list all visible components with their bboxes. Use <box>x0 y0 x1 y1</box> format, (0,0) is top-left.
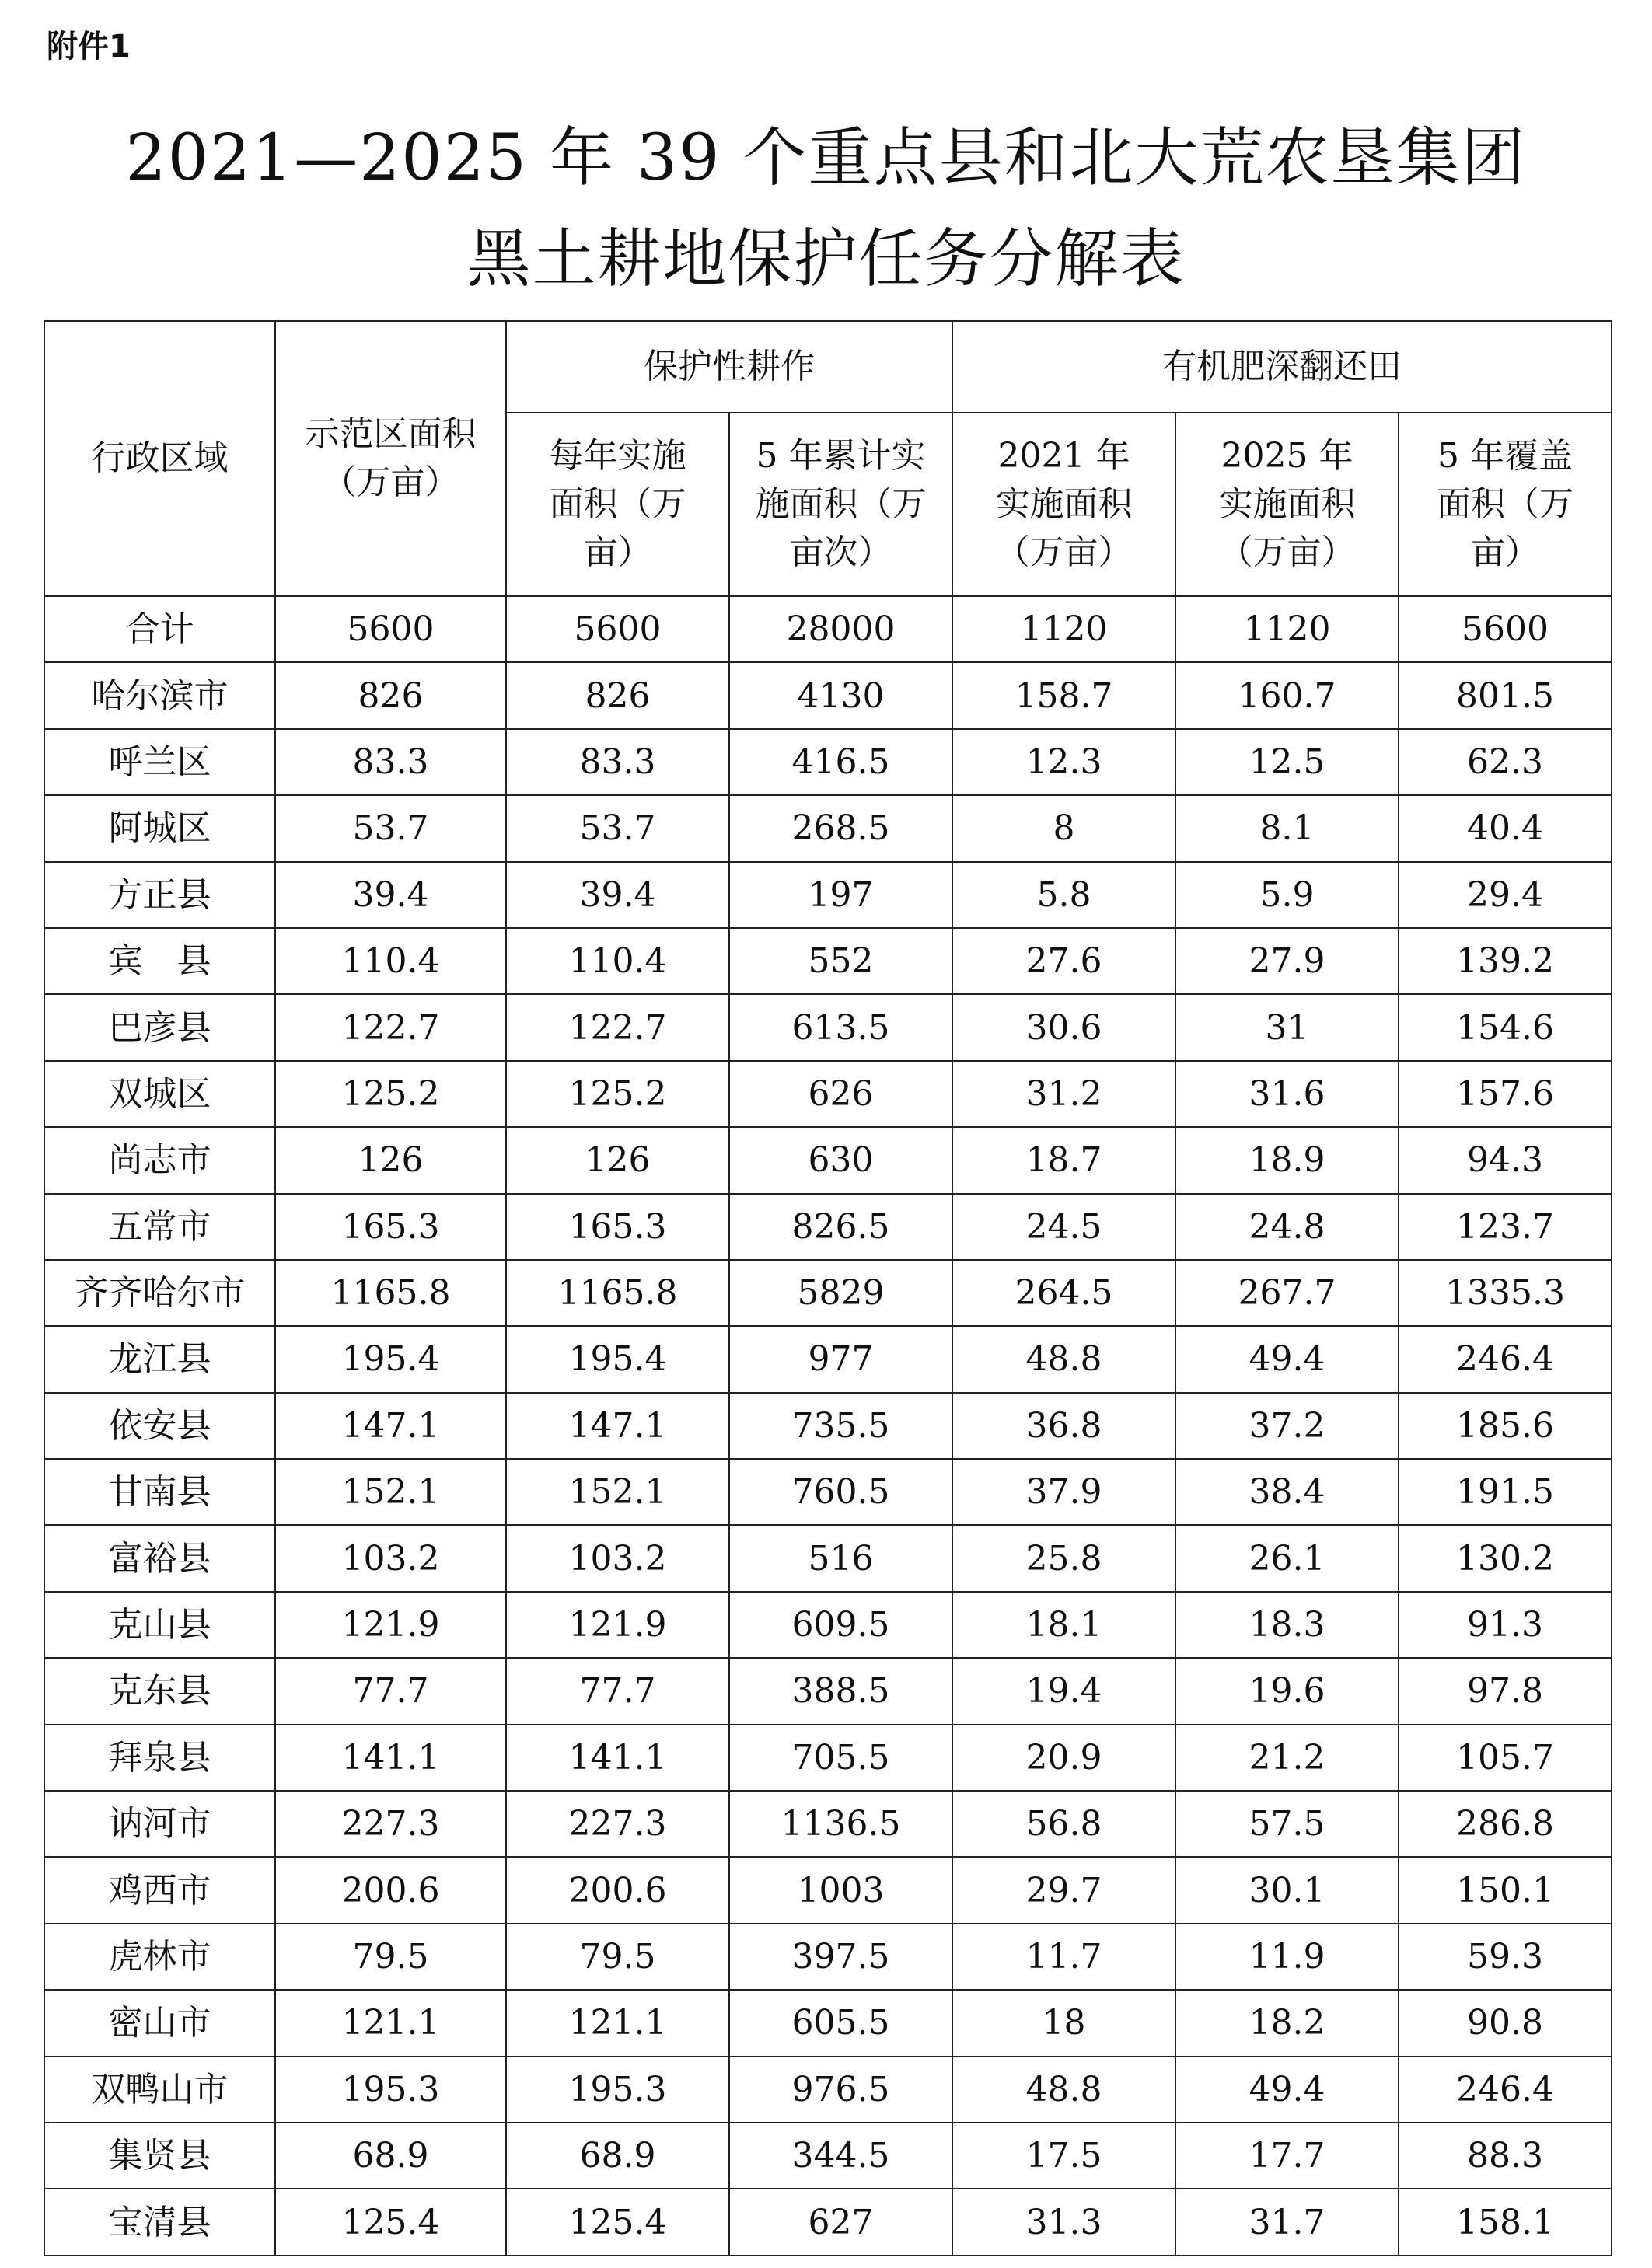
table-header-row-1 <box>44 321 1612 413</box>
cell-area-2021: 56.8 <box>952 1791 1175 1857</box>
cell-annual-area: 125.2 <box>506 1061 729 1127</box>
cell-demo-area: 68.9 <box>275 2123 506 2189</box>
cell-annual-area: 110.4 <box>506 928 729 994</box>
table-row <box>44 1924 1612 1990</box>
cell-five-year-cumulative: 630 <box>729 1127 952 1193</box>
cell-annual-area: 1165.8 <box>506 1260 729 1326</box>
table-row <box>44 1260 1612 1326</box>
header-group-conservation-tillage: 保护性耕作 <box>506 321 952 413</box>
cell-area-2021: 18 <box>952 1990 1175 2056</box>
cell-area-2021: 25.8 <box>952 1525 1175 1591</box>
cell-annual-area: 195.3 <box>506 2057 729 2123</box>
cell-demo-area: 53.7 <box>275 795 506 861</box>
cell-region: 巴彦县 <box>44 994 275 1060</box>
cell-area-2025: 18.9 <box>1175 1127 1399 1193</box>
table-row <box>44 1857 1612 1923</box>
cell-five-year-cumulative: 344.5 <box>729 2123 952 2189</box>
cell-region: 依安县 <box>44 1393 275 1459</box>
cell-region: 宝清县 <box>44 2189 275 2255</box>
cell-annual-area: 125.4 <box>506 2189 729 2255</box>
table-row <box>44 1592 1612 1658</box>
cell-demo-area: 110.4 <box>275 928 506 994</box>
cell-area-2025: 31.6 <box>1175 1061 1399 1127</box>
cell-area-2021: 12.3 <box>952 729 1175 795</box>
page-title-line-2: 黑土耕地保护任务分解表 <box>466 222 1186 296</box>
cell-five-year-cumulative: 613.5 <box>729 994 952 1060</box>
cell-demo-area: 141.1 <box>275 1725 506 1791</box>
cell-five-year-cumulative: 826.5 <box>729 1194 952 1260</box>
cell-five-year-coverage: 185.6 <box>1399 1393 1612 1459</box>
cell-annual-area: 200.6 <box>506 1857 729 1923</box>
cell-five-year-coverage: 246.4 <box>1399 2057 1612 2123</box>
cell-region: 阿城区 <box>44 795 275 861</box>
table-row <box>44 862 1612 928</box>
cell-area-2021: 30.6 <box>952 994 1175 1060</box>
cell-area-2021: 37.9 <box>952 1459 1175 1525</box>
cell-five-year-coverage: 90.8 <box>1399 1990 1612 2056</box>
cell-five-year-coverage: 801.5 <box>1399 662 1612 728</box>
cell-region: 呼兰区 <box>44 729 275 795</box>
header-five-year-cumulative: 5 年累计实施面积（万亩次） <box>729 413 952 596</box>
cell-area-2025: 12.5 <box>1175 729 1399 795</box>
cell-area-2021: 18.7 <box>952 1127 1175 1193</box>
table-row <box>44 729 1612 795</box>
cell-region: 龙江县 <box>44 1326 275 1392</box>
cell-five-year-coverage: 246.4 <box>1399 1326 1612 1392</box>
cell-area-2025: 8.1 <box>1175 795 1399 861</box>
cell-region: 双城区 <box>44 1061 275 1127</box>
cell-region: 甘南县 <box>44 1459 275 1525</box>
cell-demo-area: 125.4 <box>275 2189 506 2255</box>
cell-region: 虎林市 <box>44 1924 275 1990</box>
cell-demo-area: 227.3 <box>275 1791 506 1857</box>
cell-area-2021: 20.9 <box>952 1725 1175 1791</box>
cell-five-year-coverage: 97.8 <box>1399 1658 1612 1724</box>
cell-area-2021: 1120 <box>952 596 1175 662</box>
cell-region: 哈尔滨市 <box>44 662 275 728</box>
cell-annual-area: 103.2 <box>506 1525 729 1591</box>
cell-area-2025: 31.7 <box>1175 2189 1399 2255</box>
cell-five-year-cumulative: 976.5 <box>729 2057 952 2123</box>
cell-area-2021: 11.7 <box>952 1924 1175 1990</box>
cell-region: 克山县 <box>44 1592 275 1658</box>
cell-area-2025: 57.5 <box>1175 1791 1399 1857</box>
header-group-organic-manure: 有机肥深翻还田 <box>952 321 1612 413</box>
cell-area-2025: 21.2 <box>1175 1725 1399 1791</box>
cell-area-2025: 26.1 <box>1175 1525 1399 1591</box>
cell-demo-area: 122.7 <box>275 994 506 1060</box>
cell-annual-area: 195.4 <box>506 1326 729 1392</box>
cell-area-2025: 267.7 <box>1175 1260 1399 1326</box>
cell-five-year-cumulative: 1003 <box>729 1857 952 1923</box>
cell-five-year-coverage: 40.4 <box>1399 795 1612 861</box>
cell-annual-area: 141.1 <box>506 1725 729 1791</box>
cell-five-year-coverage: 91.3 <box>1399 1592 1612 1658</box>
cell-annual-area: 152.1 <box>506 1459 729 1525</box>
cell-annual-area: 77.7 <box>506 1658 729 1724</box>
cell-region: 五常市 <box>44 1194 275 1260</box>
page-title-line-1: 2021—2025 年 39 个重点县和北大荒农垦集团 <box>125 121 1527 195</box>
cell-five-year-cumulative: 626 <box>729 1061 952 1127</box>
cell-five-year-cumulative: 977 <box>729 1326 952 1392</box>
cell-annual-area: 68.9 <box>506 2123 729 2189</box>
cell-area-2025: 11.9 <box>1175 1924 1399 1990</box>
table-row <box>44 1791 1612 1857</box>
cell-demo-area: 126 <box>275 1127 506 1193</box>
cell-demo-area: 165.3 <box>275 1194 506 1260</box>
cell-region: 方正县 <box>44 862 275 928</box>
cell-five-year-coverage: 123.7 <box>1399 1194 1612 1260</box>
header-annual-area: 每年实施面积（万亩） <box>506 413 729 596</box>
cell-area-2025: 27.9 <box>1175 928 1399 994</box>
table-row <box>44 596 1612 662</box>
table-row <box>44 2057 1612 2123</box>
cell-five-year-coverage: 29.4 <box>1399 862 1612 928</box>
table-body <box>44 596 1612 2256</box>
cell-area-2025: 49.4 <box>1175 2057 1399 2123</box>
cell-demo-area: 77.7 <box>275 1658 506 1724</box>
cell-demo-area: 39.4 <box>275 862 506 928</box>
table-row <box>44 1326 1612 1392</box>
cell-demo-area: 1165.8 <box>275 1260 506 1326</box>
cell-demo-area: 121.9 <box>275 1592 506 1658</box>
cell-area-2021: 31.3 <box>952 2189 1175 2255</box>
cell-five-year-cumulative: 1136.5 <box>729 1791 952 1857</box>
header-region: 行政区域 <box>44 321 275 596</box>
table-row <box>44 1127 1612 1193</box>
cell-region: 宾 县 <box>44 928 275 994</box>
cell-five-year-coverage: 157.6 <box>1399 1061 1612 1127</box>
cell-annual-area: 121.1 <box>506 1990 729 2056</box>
cell-demo-area: 5600 <box>275 596 506 662</box>
cell-five-year-coverage: 130.2 <box>1399 1525 1612 1591</box>
table-row <box>44 1393 1612 1459</box>
cell-area-2021: 18.1 <box>952 1592 1175 1658</box>
cell-five-year-coverage: 105.7 <box>1399 1725 1612 1791</box>
cell-region: 讷河市 <box>44 1791 275 1857</box>
table-row <box>44 928 1612 994</box>
cell-area-2021: 27.6 <box>952 928 1175 994</box>
cell-five-year-coverage: 158.1 <box>1399 2189 1612 2255</box>
cell-region: 克东县 <box>44 1658 275 1724</box>
cell-demo-area: 103.2 <box>275 1525 506 1591</box>
cell-five-year-coverage: 286.8 <box>1399 1791 1612 1857</box>
cell-region: 齐齐哈尔市 <box>44 1260 275 1326</box>
cell-five-year-cumulative: 416.5 <box>729 729 952 795</box>
cell-five-year-coverage: 59.3 <box>1399 1924 1612 1990</box>
cell-five-year-coverage: 62.3 <box>1399 729 1612 795</box>
cell-area-2025: 18.3 <box>1175 1592 1399 1658</box>
cell-area-2021: 24.5 <box>952 1194 1175 1260</box>
table-row <box>44 1194 1612 1260</box>
cell-five-year-coverage: 154.6 <box>1399 994 1612 1060</box>
cell-five-year-cumulative: 4130 <box>729 662 952 728</box>
cell-area-2025: 31 <box>1175 994 1399 1060</box>
table-row <box>44 1658 1612 1724</box>
cell-region: 尚志市 <box>44 1127 275 1193</box>
cell-area-2025: 19.6 <box>1175 1658 1399 1724</box>
cell-region: 集贤县 <box>44 2123 275 2189</box>
cell-area-2021: 29.7 <box>952 1857 1175 1923</box>
cell-region: 富裕县 <box>44 1525 275 1591</box>
cell-region: 双鸭山市 <box>44 2057 275 2123</box>
cell-five-year-coverage: 150.1 <box>1399 1857 1612 1923</box>
cell-area-2025: 49.4 <box>1175 1326 1399 1392</box>
cell-area-2021: 5.8 <box>952 862 1175 928</box>
cell-area-2025: 30.1 <box>1175 1857 1399 1923</box>
cell-area-2025: 37.2 <box>1175 1393 1399 1459</box>
cell-five-year-coverage: 5600 <box>1399 596 1612 662</box>
table-row <box>44 1725 1612 1791</box>
cell-five-year-coverage: 191.5 <box>1399 1459 1612 1525</box>
cell-area-2021: 31.2 <box>952 1061 1175 1127</box>
header-five-year-coverage: 5 年覆盖面积（万亩） <box>1399 413 1612 596</box>
table-row <box>44 994 1612 1060</box>
cell-annual-area: 79.5 <box>506 1924 729 1990</box>
cell-region: 鸡西市 <box>44 1857 275 1923</box>
cell-five-year-cumulative: 627 <box>729 2189 952 2255</box>
table-row <box>44 2123 1612 2189</box>
cell-area-2025: 17.7 <box>1175 2123 1399 2189</box>
cell-annual-area: 121.9 <box>506 1592 729 1658</box>
cell-area-2025: 38.4 <box>1175 1459 1399 1525</box>
cell-area-2021: 48.8 <box>952 1326 1175 1392</box>
cell-five-year-cumulative: 268.5 <box>729 795 952 861</box>
cell-demo-area: 83.3 <box>275 729 506 795</box>
cell-five-year-cumulative: 609.5 <box>729 1592 952 1658</box>
table-row <box>44 2189 1612 2255</box>
cell-demo-area: 195.4 <box>275 1326 506 1392</box>
cell-demo-area: 195.3 <box>275 2057 506 2123</box>
header-demo-area: 示范区面积（万亩） <box>275 321 506 596</box>
cell-area-2021: 19.4 <box>952 1658 1175 1724</box>
cell-five-year-coverage: 94.3 <box>1399 1127 1612 1193</box>
cell-annual-area: 39.4 <box>506 862 729 928</box>
table-row <box>44 1990 1612 2056</box>
cell-demo-area: 826 <box>275 662 506 728</box>
cell-five-year-cumulative: 197 <box>729 862 952 928</box>
cell-annual-area: 126 <box>506 1127 729 1193</box>
cell-five-year-cumulative: 735.5 <box>729 1393 952 1459</box>
header-area-2025: 2025 年实施面积（万亩） <box>1175 413 1399 596</box>
cell-area-2025: 160.7 <box>1175 662 1399 728</box>
cell-five-year-cumulative: 388.5 <box>729 1658 952 1724</box>
cell-region: 拜泉县 <box>44 1725 275 1791</box>
cell-annual-area: 165.3 <box>506 1194 729 1260</box>
cell-area-2025: 5.9 <box>1175 862 1399 928</box>
cell-area-2021: 17.5 <box>952 2123 1175 2189</box>
cell-region: 密山市 <box>44 1990 275 2056</box>
cell-five-year-coverage: 1335.3 <box>1399 1260 1612 1326</box>
table-row <box>44 662 1612 728</box>
cell-five-year-cumulative: 5829 <box>729 1260 952 1326</box>
task-breakdown-table <box>44 320 1612 2256</box>
cell-five-year-cumulative: 516 <box>729 1525 952 1591</box>
cell-five-year-cumulative: 28000 <box>729 596 952 662</box>
cell-area-2021: 264.5 <box>952 1260 1175 1326</box>
cell-area-2025: 1120 <box>1175 596 1399 662</box>
cell-area-2021: 8 <box>952 795 1175 861</box>
cell-annual-area: 53.7 <box>506 795 729 861</box>
cell-demo-area: 200.6 <box>275 1857 506 1923</box>
header-area-2021: 2021 年实施面积（万亩） <box>952 413 1175 596</box>
cell-demo-area: 125.2 <box>275 1061 506 1127</box>
cell-demo-area: 152.1 <box>275 1459 506 1525</box>
cell-demo-area: 79.5 <box>275 1924 506 1990</box>
table-row <box>44 795 1612 861</box>
table-row <box>44 1459 1612 1525</box>
cell-annual-area: 227.3 <box>506 1791 729 1857</box>
cell-annual-area: 122.7 <box>506 994 729 1060</box>
cell-annual-area: 83.3 <box>506 729 729 795</box>
cell-area-2021: 36.8 <box>952 1393 1175 1459</box>
cell-area-2021: 48.8 <box>952 2057 1175 2123</box>
table-row <box>44 1525 1612 1591</box>
cell-five-year-cumulative: 705.5 <box>729 1725 952 1791</box>
cell-five-year-coverage: 88.3 <box>1399 2123 1612 2189</box>
table-row <box>44 1061 1612 1127</box>
cell-five-year-cumulative: 760.5 <box>729 1459 952 1525</box>
cell-five-year-cumulative: 397.5 <box>729 1924 952 1990</box>
cell-region: 合计 <box>44 596 275 662</box>
cell-annual-area: 826 <box>506 662 729 728</box>
cell-area-2025: 18.2 <box>1175 1990 1399 2056</box>
attachment-label: 附件1 <box>47 29 131 65</box>
cell-five-year-cumulative: 605.5 <box>729 1990 952 2056</box>
cell-demo-area: 147.1 <box>275 1393 506 1459</box>
cell-annual-area: 5600 <box>506 596 729 662</box>
cell-annual-area: 147.1 <box>506 1393 729 1459</box>
cell-demo-area: 121.1 <box>275 1990 506 2056</box>
cell-five-year-coverage: 139.2 <box>1399 928 1612 994</box>
cell-area-2025: 24.8 <box>1175 1194 1399 1260</box>
cell-area-2021: 158.7 <box>952 662 1175 728</box>
cell-five-year-cumulative: 552 <box>729 928 952 994</box>
